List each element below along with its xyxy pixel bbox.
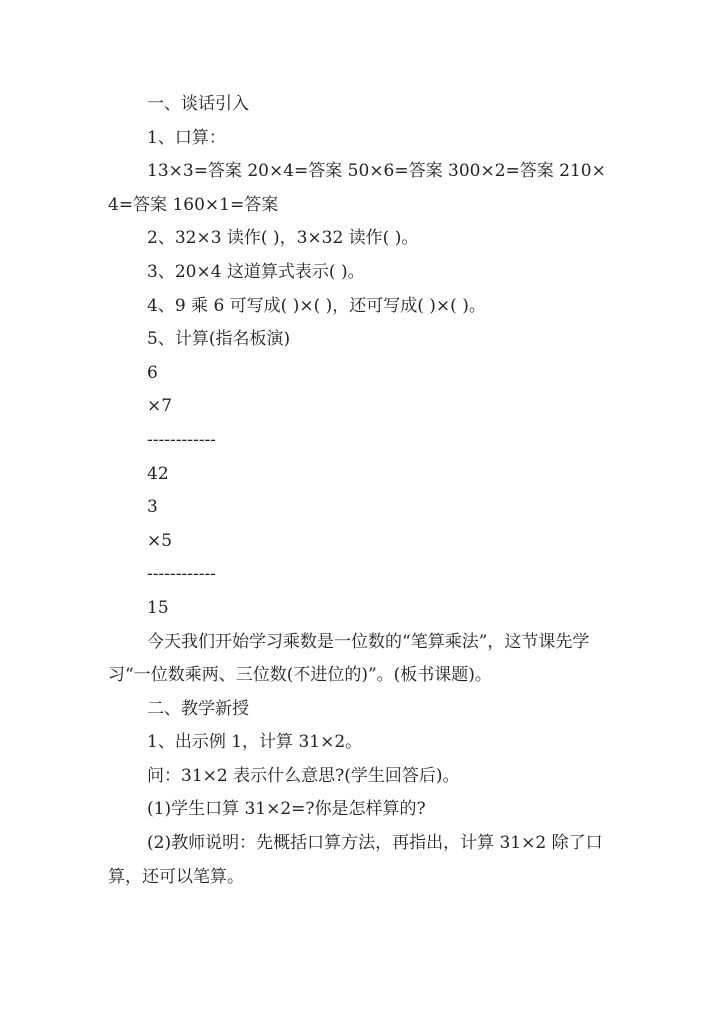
step-1-student-mental: (1)学生口算 31×2=?你是怎样算的?: [147, 799, 426, 820]
section-heading-new-teaching: 二、教学新授: [147, 698, 249, 719]
document-page: [108, 88, 616, 894]
item-mental-math: 1、口算：: [147, 127, 226, 148]
item-5-calculate: 5、计算(指名板演): [147, 329, 291, 350]
calc-2-divider: ------------: [147, 564, 216, 585]
item-4-write-as: 4、9 乘 6 可写成( )×( )，还可写成( )×( )。: [147, 295, 486, 316]
calc-2-result: 15: [147, 597, 169, 618]
example-1: 1、出示例 1，计算 31×2。: [147, 732, 363, 753]
calc-2-multiplier: ×5: [147, 530, 173, 551]
item-2-read-as: 2、32×3 读作( )，3×32 读作( )。: [147, 228, 419, 249]
item-3-meaning: 3、20×4 这道算式表示( )。: [147, 261, 365, 282]
step-2-teacher-explain: (2)教师说明：先概括口算方法，再指出，计算 31×2 除了口算，还可以笔算。: [108, 833, 603, 887]
calc-1-result: 42: [147, 463, 169, 484]
calc-1-multiplier: ×7: [147, 396, 173, 417]
question-meaning: 问：31×2 表示什么意思?(学生回答后)。: [147, 765, 460, 786]
section-heading-intro: 一、谈话引入: [147, 94, 249, 114]
calc-2-multiplicand: 3: [147, 497, 158, 518]
calc-1-multiplicand: 6: [147, 362, 158, 383]
mental-math-problems: 13×3=答案 20×4=答案 50×6=答案 300×2=答案 210×4=答案 160×1=答案: [108, 161, 606, 215]
calc-1-divider: ------------: [147, 429, 216, 450]
lesson-topic-paragraph: 今天我们开始学习乘数是一位数的“笔算乘法”，这节课先学习“一位数乘两、三位数(不进位的)”。(板书课题)。: [108, 631, 590, 686]
